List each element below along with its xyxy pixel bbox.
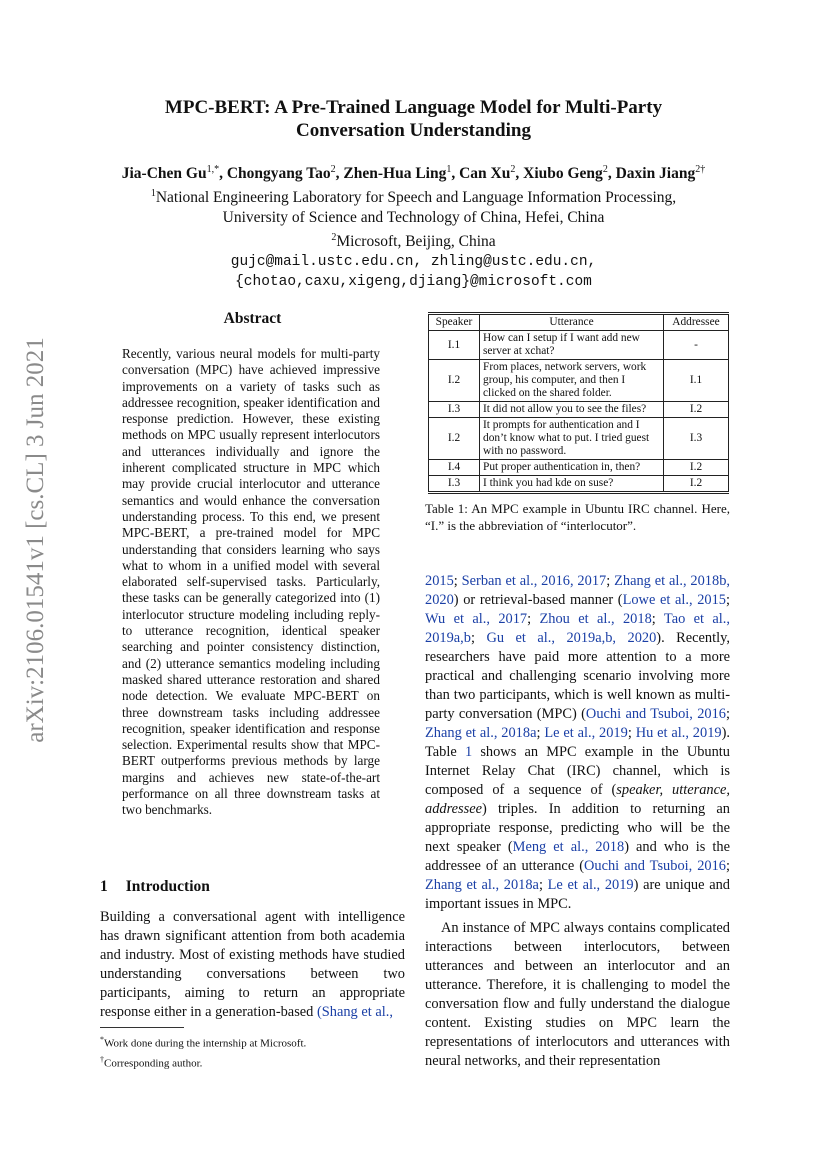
body-text: ). Table [425, 725, 730, 760]
citation-link[interactable]: 2015 [425, 573, 454, 589]
cell-addressee: I.1 [664, 360, 729, 402]
email-line-2: {chotao,caxu,xigeng,djiang}@microsoft.com [235, 274, 592, 291]
cell-speaker: I.2 [429, 360, 480, 402]
paper-title: MPC-BERT: A Pre-Trained Language Model for Multi-Party Conversation Understanding [164, 97, 663, 141]
author-affil-mark: 2 [602, 164, 608, 175]
cell-utterance: It prompts for authentication and I don’t know what to put. I tried guest with no password. [480, 418, 664, 460]
body-text: ) and who is the addressee of an utterance ( [425, 839, 730, 874]
paragraph-2: An instance of MPC always contains complicated interactions between interlocutors, between utterances and between an interlocutor and an utterance. Therefore, it is challenging to model the conversation flow and fully understand the dialogue content. Existing studies on MPC learn the representations of interlocutors and utterances with neural networks, and their representation [425, 920, 730, 1069]
table-row [429, 331, 729, 360]
citation-link[interactable]: Tao et al., 2019a,b [425, 611, 731, 646]
citation-link[interactable]: Zhang et al., 2018a [425, 725, 537, 741]
header-addressee: Addressee [664, 314, 729, 331]
affiliation-1: $^1$National Engineering Laboratory for Speech and Language Information Processing, [150, 188, 677, 207]
author-affil-mark: 2† [695, 164, 706, 175]
citation-link[interactable]: Hu et al., 2019 [635, 725, 722, 741]
footnote-rule [100, 1027, 184, 1028]
table-row [429, 476, 729, 493]
author-affil-mark: 1,* [206, 164, 220, 175]
citation-link[interactable]: Ouchi and Tsuboi, 2016 [585, 706, 726, 722]
body-text: ; [627, 725, 636, 741]
cell-speaker: I.3 [429, 402, 480, 418]
table-row [429, 460, 729, 476]
author-name: Zhen-Hua Ling [343, 165, 447, 183]
author-block [60, 160, 767, 292]
body-text: ; [536, 725, 545, 741]
arxiv-stamp: arXiv:2106.01541v1 [cs.CL] 3 Jun 2021 [22, 337, 49, 743]
body-text: ; [726, 592, 730, 608]
author-names: Jia-Chen $Gu^{1,*}$, Chongyang Tao$^2$, Zhen-Hua Ling$^1$, Can Xu$^2$, Xiubo Geng$^2$, Daxin Jiang$^{2\dagger}$ [121, 164, 706, 183]
header-speaker: Speaker [429, 314, 480, 331]
body-text: ; [470, 630, 487, 646]
citation-link[interactable]: Le et al., 2019 [544, 725, 628, 741]
citation-link[interactable]: Gu et al., 2019a,b, 2020 [486, 630, 657, 646]
cell-addressee: I.2 [664, 402, 729, 418]
cell-speaker: I.3 [429, 476, 480, 493]
footnote-1: *Work done during the internship at Microsoft. [100, 1035, 307, 1050]
citation-link[interactable]: Serban et al., 2016, 2017 [461, 573, 607, 589]
body-text: ; [527, 611, 540, 627]
cell-utterance: I think you had kde on suse? [480, 476, 664, 493]
footnotes [100, 1032, 405, 1071]
citation-link[interactable]: Wu et al., 2017 [425, 611, 528, 627]
cell-speaker: I.2 [429, 418, 480, 460]
citation-link[interactable]: 1 [464, 744, 473, 760]
table-caption: Table 1: An MPC example in Ubuntu IRC channel. Here, “I.” is the abbreviation of “interlocutor”. [425, 501, 730, 533]
cell-addressee: I.2 [664, 476, 729, 493]
cell-speaker: I.1 [429, 331, 480, 360]
body-text: ; [726, 858, 731, 874]
cell-utterance: Put proper authentication in, then? [480, 460, 664, 476]
author-name: Daxin Jiang [615, 165, 696, 183]
table-row [429, 360, 729, 402]
author-affil-mark: 1 [446, 164, 452, 175]
abstract-text: Recently, various neural models for multi-party conversation (MPC) have achieved impressive improvements on a variety of tasks such as addressee recognition, speaker identification and response prediction. However, these existing methods on MPC usually represent interlocutors and utterances individually and ignore the inherent complicated structure in MPC which may provide crucial interlocutor and utterance semantics and would enhance the conversation understanding process. To this end, we present MPC-BERT, a pre-trained model for MPC understanding that considers learning who says what to whom in a unified model with several elaborated self-supervised tasks. Particularly, these tasks can be generally categorized into (1) interlocutor structure modeling including reply-to utterance recognition, identical speaker searching and pointer consistency distinction, and (2) utterance semantics modeling including masked shared utterance restoration and shared node detection. We evaluate MPC-BERT on three downstream tasks including addressee recognition, speaker identification and response selection. Experimental results show that MPC-BERT outperforms previous methods by large margins and achieves new state-of-the-art performance on all three downstream tasks at two benchmarks. [122, 346, 380, 818]
cell-utterance: From places, network servers, work group, his computer, and then I clicked on the shared folder. [480, 360, 664, 402]
cell-utterance: It did not allow you to see the files? [480, 402, 664, 418]
table-row [429, 418, 729, 460]
citation-link[interactable]: Zhang et al., 2018a [425, 877, 539, 893]
intro-paragraph: Building a conversational agent with intelligence has drawn significant attention from both academia and industry. Most of existing methods have studied understanding conversations between two participants, aiming to return an appropriate response either in a generation-based (Shang et al., [100, 909, 405, 1020]
body-text: ) are unique and important issues in MPC. [425, 877, 730, 912]
author-affil-mark: 2 [330, 164, 336, 175]
author-name: Can Xu [459, 165, 511, 183]
cell-addressee: I.3 [664, 418, 729, 460]
citation-link[interactable]: (Shang et al., [316, 1004, 393, 1020]
affiliation-2: $^2$Microsoft, Beijing, China [331, 232, 496, 251]
author-affil-mark: 2 [510, 164, 516, 175]
email-line-1: gujc@mail.ustc.edu.cn, zhling@ustc.edu.cn, [230, 254, 597, 271]
body-text: ). Recently, researchers have paid more attention to a more practical and challenging scenario involving more than two participants, which is well known as multi-party conversation (MPC) ( [425, 630, 730, 722]
body-text: ; [538, 877, 548, 893]
paragraph-1 [425, 572, 730, 914]
author-name: Xiubo Geng [523, 165, 603, 183]
table-row [429, 402, 729, 418]
body-text: ; [651, 611, 664, 627]
body-text: shows an MPC example in the Ubuntu Internet Relay Chat (IRC) channel, which is composed of a sequence of ( [425, 744, 730, 798]
section-heading-introduction: 1 Introduction [100, 878, 210, 895]
citation-link[interactable]: Meng et al., 2018 [512, 839, 625, 855]
abstract-heading: Abstract [223, 310, 282, 327]
body-text: ; [453, 573, 462, 589]
author-name: Chongyang Tao [226, 165, 331, 183]
cell-addressee: I.2 [664, 460, 729, 476]
citation-link[interactable]: Zhang et al., 2018b, 2020 [425, 573, 730, 608]
citation-link[interactable]: Le et al., 2019 [547, 877, 634, 893]
body-text: ) triples. In addition to returning an appropriate response, predicting who will be the next speaker ( [425, 801, 730, 855]
body-text: speaker, utterance, addressee [425, 782, 731, 817]
affiliation-1b: University of Science and Technology of China, Hefei, China [222, 209, 605, 227]
citation-link[interactable]: Lowe et al., 2015 [622, 592, 726, 608]
citation-link[interactable]: Zhou et al., 2018 [539, 611, 652, 627]
author-name: Jia-Chen Gu [121, 165, 207, 183]
cell-utterance: How can I setup if I want add new server at xchat? [480, 331, 664, 360]
cell-addressee: - [664, 331, 729, 360]
citation-link[interactable]: Ouchi and Tsuboi, 2016 [584, 858, 727, 874]
right-column-text [425, 572, 730, 1071]
mpc-example-table [428, 312, 729, 494]
cell-speaker: I.4 [429, 460, 480, 476]
body-text: ; [606, 573, 615, 589]
footnote-2: †Corresponding author. [100, 1054, 203, 1070]
header-utterance: Utterance [480, 314, 664, 331]
body-text: ) or retrieval-based manner ( [453, 592, 623, 608]
body-text: ; [726, 706, 730, 722]
